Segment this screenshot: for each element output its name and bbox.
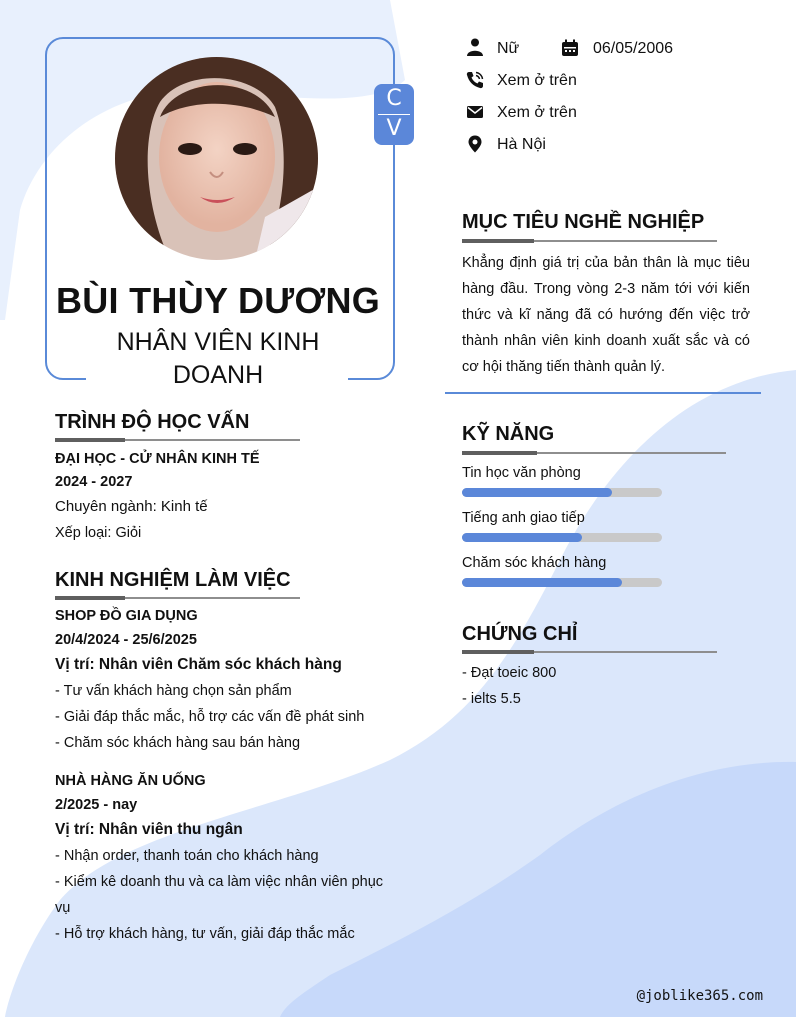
education-heading: TRÌNH ĐỘ HỌC VẤN xyxy=(55,411,250,433)
location-pin-icon xyxy=(466,135,484,153)
education-years: 2024 - 2027 xyxy=(55,474,133,490)
objective-underline xyxy=(462,240,717,242)
job-2-company: NHÀ HÀNG ĂN UỐNG xyxy=(55,773,206,789)
skill-bar xyxy=(462,533,662,542)
certificates-underline xyxy=(462,651,717,653)
gender: Nữ xyxy=(497,40,520,57)
experience-underline xyxy=(55,597,300,599)
skill-label: Tin học văn phòng xyxy=(462,465,581,481)
email: Xem ở trên xyxy=(497,104,577,121)
job-title-line-2: DOANH xyxy=(172,361,264,389)
skill-bar xyxy=(462,578,662,587)
experience-heading: KINH NGHIỆM LÀM VIỆC xyxy=(55,569,291,591)
skill-label: Tiếng anh giao tiếp xyxy=(462,510,585,526)
job-title-line-1: NHÂN VIÊN KINH xyxy=(116,328,320,356)
job-1-duty: - Tư vấn khách hàng chọn sản phẩm xyxy=(55,683,292,699)
section-separator xyxy=(445,392,761,394)
birthday: 06/05/2006 xyxy=(593,40,674,57)
skill-label: Chăm sóc khách hàng xyxy=(462,555,607,571)
candidate-name: BÙI THÙY DƯƠNG xyxy=(55,280,381,321)
phone-icon xyxy=(466,71,484,89)
skills-heading: KỸ NĂNG xyxy=(462,423,555,445)
address: Hà Nội xyxy=(497,136,546,153)
person-icon xyxy=(466,38,484,56)
skill-bar-fill xyxy=(462,578,622,587)
calendar-icon xyxy=(561,39,579,57)
job-1-company: SHOP ĐỒ GIA DỤNG xyxy=(55,608,198,624)
cv-badge-divider xyxy=(378,114,410,115)
education-major: Chuyên ngành: Kinh tế xyxy=(55,498,208,515)
job-title xyxy=(90,326,346,392)
email-icon xyxy=(466,103,484,121)
education-degree: ĐẠI HỌC - CỬ NHÂN KINH TẾ xyxy=(55,451,260,467)
cv-badge xyxy=(374,84,414,145)
skill-bar-fill xyxy=(462,533,582,542)
job-2-duty: - Kiểm kê doanh thu và ca làm việc nhân viên phục xyxy=(55,874,384,890)
job-2-duty: - Hỗ trợ khách hàng, tư vấn, giải đáp thắc mắc xyxy=(55,926,355,942)
objective-text: Khẳng định giá trị của bản thân là mục tiêu hàng đầu. Trong vòng 2-3 năm tới với kiến thức và kĩ năng đã có hướng đến việc trở thành nhân viên kinh doanh xuất sắc và có cơ hội thăng tiến thành quản lý. xyxy=(462,255,750,375)
job-1-position: Vị trí: Nhân viên Chăm sóc khách hàng xyxy=(55,656,342,673)
skill-bar xyxy=(462,488,662,497)
skills-underline xyxy=(462,452,726,454)
job-2-position: Vị trí: Nhân viên thu ngân xyxy=(55,821,243,838)
job-2-dates: 2/2025 - nay xyxy=(55,797,138,813)
job-2-duty: vụ xyxy=(55,900,71,916)
objective-heading: MỤC TIÊU NGHỀ NGHIỆP xyxy=(462,211,705,233)
watermark: @joblike365.com xyxy=(636,988,763,1004)
job-2-duty: - Nhận order, thanh toán cho khách hàng xyxy=(55,848,319,864)
certificate-item: - Đạt toeic 800 xyxy=(462,665,557,681)
job-1-dates: 20/4/2024 - 25/6/2025 xyxy=(55,632,197,648)
education-underline xyxy=(55,439,300,441)
education-rank: Xếp loại: Giỏi xyxy=(55,525,142,541)
job-1-duty: - Chăm sóc khách hàng sau bán hàng xyxy=(55,735,301,751)
phone: Xem ở trên xyxy=(497,72,577,89)
cv-badge-v: V xyxy=(386,116,402,141)
job-1-duty: - Giải đáp thắc mắc, hỗ trợ các vấn đề phát sinh xyxy=(55,709,365,725)
cv-badge-c: C xyxy=(386,86,402,111)
skill-bar-fill xyxy=(462,488,612,497)
certificates-heading: CHỨNG CHỈ xyxy=(462,623,578,645)
certificate-item: - ielts 5.5 xyxy=(462,691,521,707)
avatar-photo xyxy=(115,57,318,260)
